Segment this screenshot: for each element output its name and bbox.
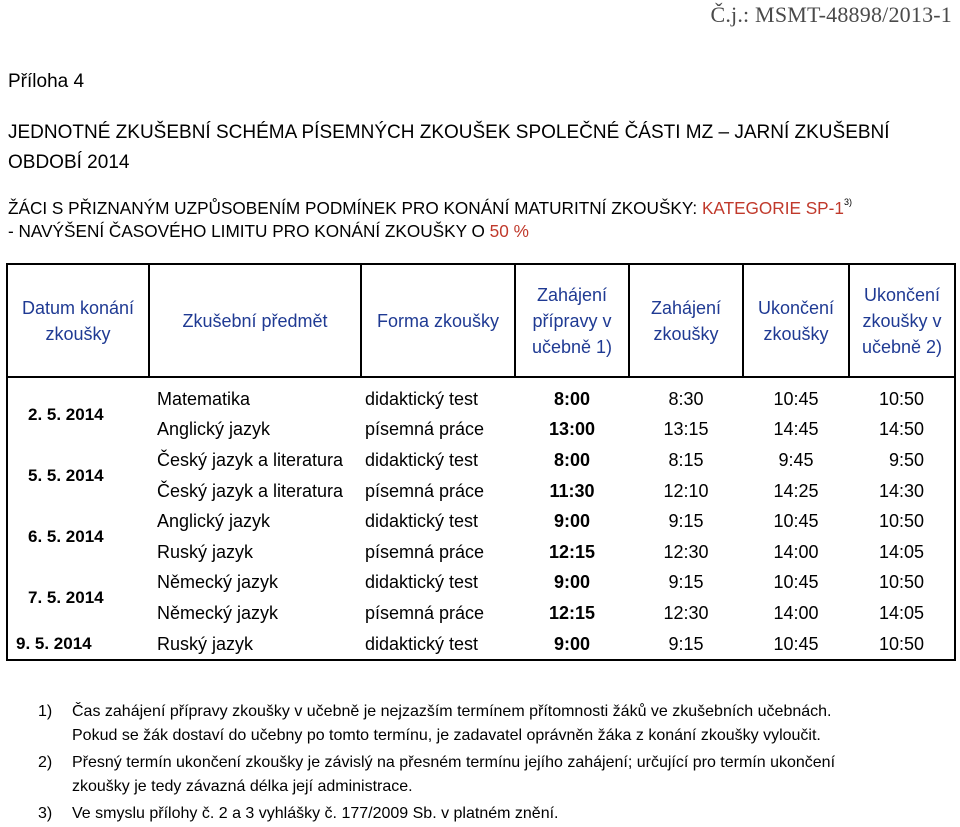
header-room-end: Ukončení zkoušky v učebně 2) bbox=[849, 264, 955, 377]
room-end-cell: 14:50 bbox=[849, 415, 955, 446]
exam-start-cell: 12:30 bbox=[663, 541, 709, 562]
subject-cell: Český jazyk a literatura bbox=[157, 449, 344, 470]
prep-start-cell: 11:30 bbox=[549, 480, 595, 501]
annex-label: Příloha 4 bbox=[8, 71, 85, 92]
exam-start-cell: 8:30 bbox=[668, 388, 704, 409]
subject-cell: Anglický jazyk bbox=[157, 419, 271, 440]
extension-prefix: - NAVÝŠENÍ ČASOVÉHO LIMITU PRO KONÁNÍ ZKOUŠKY O bbox=[8, 221, 490, 241]
header-prep-start: Zahájení přípravy v učebně 1) bbox=[515, 264, 629, 377]
document-reference-number: Č.j.: MSMT-48898/2013-1 bbox=[710, 2, 952, 27]
header-form: Forma zkoušky bbox=[361, 264, 515, 377]
subject-cell: Německý jazyk bbox=[157, 572, 279, 593]
form-cell: didaktický test bbox=[365, 449, 479, 470]
header-subject: Zkušební předmět bbox=[149, 264, 361, 377]
room-end-cell: 9:50 bbox=[849, 445, 955, 476]
exam-end-cell: 14:00 bbox=[773, 602, 819, 623]
footnote-text: zkoušky je tedy závazná délka její administrace. bbox=[72, 777, 413, 795]
category-footnote-ref: 3) bbox=[843, 197, 852, 207]
footnote-text: Ve smyslu přílohy č. 2 a 3 vyhlášky č. 177/2009 Sb. v platném znění. bbox=[72, 805, 559, 822]
exam-end-cell: 14:25 bbox=[773, 480, 819, 501]
subject-cell: Německý jazyk bbox=[157, 602, 279, 623]
exam-end-cell: 10:45 bbox=[773, 511, 819, 532]
subject-cell: Matematika bbox=[157, 388, 251, 409]
category-prefix: ŽÁCI S PŘIZNANÝM UZPŮSOBENÍM PODMÍNEK PRO KONÁNÍ MATURITNÍ ZKOUŠKY: bbox=[8, 198, 702, 218]
form-cell: písemná práce bbox=[365, 419, 485, 440]
subject-cell: Český jazyk a literatura bbox=[157, 480, 344, 501]
footnote-number: 1) bbox=[38, 703, 53, 720]
table-row bbox=[7, 415, 955, 446]
exam-start-cell: 12:10 bbox=[663, 480, 709, 501]
footnote-number: 2) bbox=[38, 754, 53, 771]
prep-start-cell: 9:00 bbox=[515, 629, 629, 661]
exam-end-cell: 10:45 bbox=[743, 629, 849, 661]
exam-end-cell: 10:45 bbox=[773, 572, 819, 593]
room-end-cell: 10:50 bbox=[849, 506, 955, 537]
table-row bbox=[7, 476, 955, 507]
footnote-number: 3) bbox=[38, 805, 53, 822]
form-cell: didaktický test bbox=[365, 572, 479, 593]
exam-start-cell: 13:15 bbox=[663, 419, 709, 440]
footnote-3 bbox=[0, 802, 960, 826]
footnote-2 bbox=[0, 751, 960, 798]
prep-start-cell: 9:00 bbox=[553, 511, 591, 532]
exam-end-cell: 14:45 bbox=[773, 419, 819, 440]
exam-start-cell: 9:15 bbox=[668, 572, 704, 593]
table-row bbox=[7, 377, 955, 415]
prep-start-cell: 8:00 bbox=[553, 388, 591, 409]
table-row bbox=[7, 598, 955, 629]
category-line bbox=[8, 191, 852, 220]
time-extension-line bbox=[8, 220, 529, 243]
room-end-cell: 14:05 bbox=[849, 537, 955, 568]
table-row bbox=[7, 445, 955, 476]
subject-cell: Anglický jazyk bbox=[157, 511, 271, 532]
form-cell: písemná práce bbox=[365, 541, 485, 562]
exam-end-cell: 10:45 bbox=[773, 388, 819, 409]
form-cell: písemná práce bbox=[365, 480, 485, 501]
table-row bbox=[7, 629, 955, 661]
table-row bbox=[7, 506, 955, 537]
room-end-cell: 10:50 bbox=[849, 568, 955, 599]
form-cell: didaktický test bbox=[365, 388, 479, 409]
footnote-text: Čas zahájení přípravy zkoušky v učebně je nejzazším termínem přítomnosti žáků ve zkušebních učebnách. bbox=[72, 703, 832, 720]
exam-date: 2. 5. 2014 bbox=[7, 377, 149, 445]
exam-schedule-table bbox=[6, 263, 956, 661]
footnote-1 bbox=[0, 700, 960, 747]
footnotes bbox=[0, 700, 960, 826]
exam-start-cell: 9:15 bbox=[668, 511, 704, 532]
table-row bbox=[7, 568, 955, 599]
prep-start-cell: 13:00 bbox=[548, 419, 596, 440]
subject-cell: Ruský jazyk bbox=[149, 629, 361, 661]
table-row bbox=[7, 537, 955, 568]
category-name: KATEGORIE SP-1 bbox=[701, 198, 844, 218]
form-cell: písemná práce bbox=[365, 602, 485, 623]
exam-start-cell: 12:30 bbox=[663, 602, 709, 623]
exam-date: 6. 5. 2014 bbox=[7, 506, 149, 567]
room-end-cell: 10:50 bbox=[849, 377, 955, 415]
subject-cell: Ruský jazyk bbox=[157, 541, 254, 562]
header-exam-start: Zahájení zkoušky bbox=[629, 264, 743, 377]
prep-start-cell: 9:00 bbox=[553, 572, 591, 593]
prep-start-cell: 12:15 bbox=[548, 541, 596, 562]
room-end-cell: 14:30 bbox=[849, 476, 955, 507]
footnote-text: Pokud se žák dostaví do učebny po tomto termínu, je zadavatel oprávněn žáka z konání zkoušky vyloučit. bbox=[72, 726, 821, 744]
room-end-cell: 14:05 bbox=[849, 598, 955, 629]
exam-start-cell: 9:15 bbox=[629, 629, 743, 661]
form-cell: didaktický test bbox=[365, 511, 479, 532]
exam-date: 7. 5. 2014 bbox=[7, 568, 149, 629]
header-date: Datum konání zkoušky bbox=[7, 264, 149, 377]
extension-value: 50 % bbox=[489, 221, 529, 241]
room-end-cell: 10:50 bbox=[849, 629, 955, 661]
document-title: JEDNOTNÉ ZKUŠEBNÍ SCHÉMA PÍSEMNÝCH ZKOUŠEK SPOLEČNÉ ČÁSTI MZ – JARNÍ ZKUŠEBNÍ OBDOBÍ 2014 bbox=[8, 122, 890, 173]
exam-end-cell: 14:00 bbox=[773, 541, 819, 562]
exam-end-cell: 9:45 bbox=[778, 449, 814, 470]
prep-start-cell: 8:00 bbox=[553, 449, 591, 470]
prep-start-cell: 12:15 bbox=[548, 602, 596, 623]
form-cell: didaktický test bbox=[361, 629, 515, 661]
header-exam-end: Ukončení zkoušky bbox=[743, 264, 849, 377]
exam-start-cell: 8:15 bbox=[668, 449, 704, 470]
table-header-row bbox=[7, 264, 955, 377]
footnote-text: Přesný termín ukončení zkoušky je závislý na přesném termínu jejího zahájení; určující pro termín ukončení bbox=[72, 754, 836, 771]
exam-date: 5. 5. 2014 bbox=[7, 445, 149, 506]
exam-date: 9. 5. 2014 bbox=[7, 629, 149, 661]
